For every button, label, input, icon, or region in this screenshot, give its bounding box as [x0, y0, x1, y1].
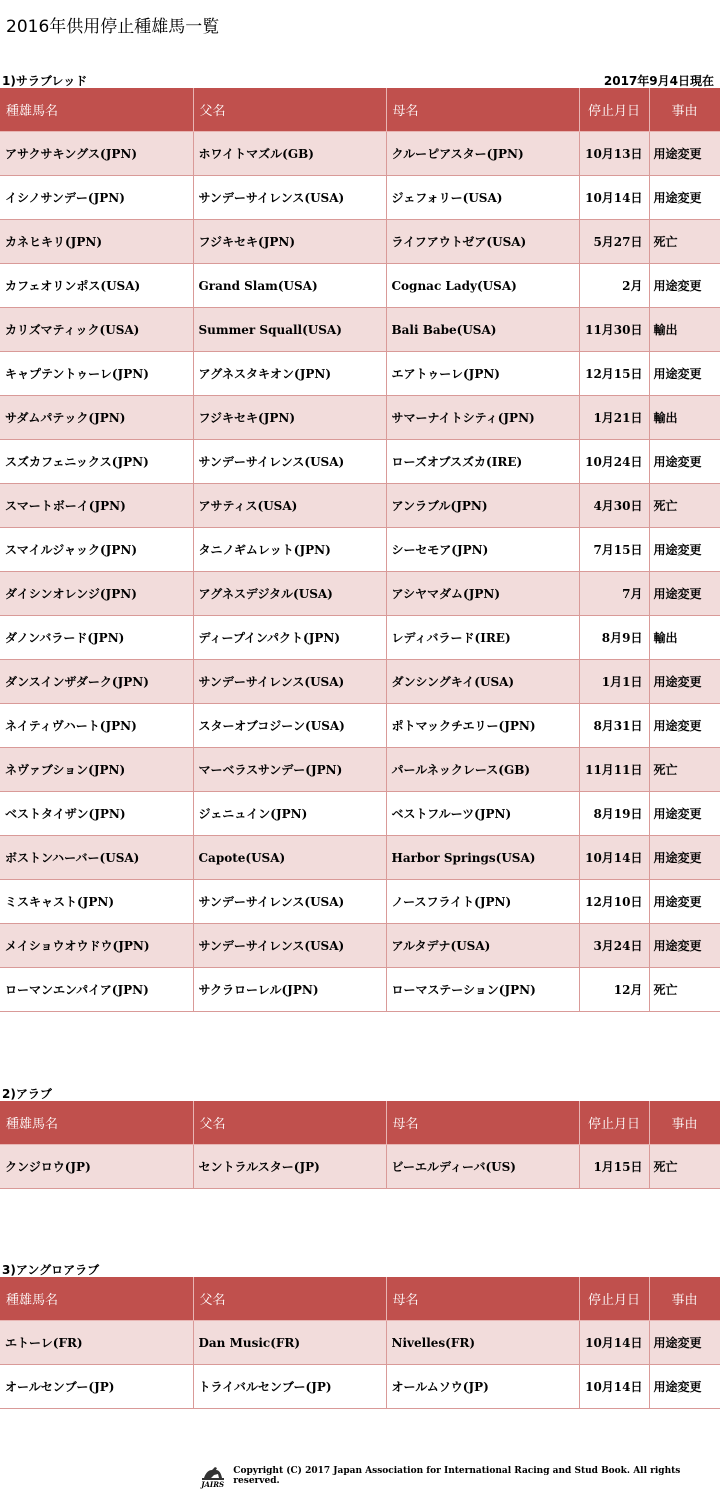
- cell-sire: ディープインパクト(JPN): [193, 616, 386, 660]
- cell-sire: マーベラスサンデー(JPN): [193, 748, 386, 792]
- cell-reason: 用途変更: [649, 880, 720, 924]
- cell-stallion: カフェオリンポス(USA): [0, 264, 193, 308]
- cell-stallion: イシノサンデー(JPN): [0, 176, 193, 220]
- cell-reason: 用途変更: [649, 1365, 720, 1409]
- horse-logo-icon: [202, 1464, 224, 1480]
- header-stallion: 種雄馬名: [0, 88, 193, 132]
- table-row: [0, 440, 720, 484]
- cell-sire: Capote(USA): [193, 836, 386, 880]
- cell-dam: ローマステーション(JPN): [386, 968, 579, 1012]
- cell-reason: 用途変更: [649, 792, 720, 836]
- cell-stallion: ローマンエンパイア(JPN): [0, 968, 193, 1012]
- cell-stallion: ミスキャスト(JPN): [0, 880, 193, 924]
- table-row: [0, 704, 720, 748]
- cell-dam: ビーエルディーバ(US): [386, 1145, 579, 1189]
- cell-stallion: スズカフェニックス(JPN): [0, 440, 193, 484]
- table-row: [0, 264, 720, 308]
- section-label-anglo-arab: 3)アングロアラブ: [2, 1263, 100, 1277]
- cell-reason: 輸出: [649, 616, 720, 660]
- cell-sire: ホワイトマズル(GB): [193, 132, 386, 176]
- cell-stop-date: 12月15日: [579, 352, 649, 396]
- cell-stop-date: 10月13日: [579, 132, 649, 176]
- cell-dam: ポトマックチエリー(JPN): [386, 704, 579, 748]
- cell-dam: Cognac Lady(USA): [386, 264, 579, 308]
- cell-stop-date: 2月: [579, 264, 649, 308]
- cell-sire: Summer Squall(USA): [193, 308, 386, 352]
- table-row: [0, 1321, 720, 1365]
- cell-stop-date: 12月: [579, 968, 649, 1012]
- cell-reason: 死亡: [649, 968, 720, 1012]
- cell-stallion: ボストンハーバー(USA): [0, 836, 193, 880]
- cell-stallion: サダムパテック(JPN): [0, 396, 193, 440]
- cell-dam: ジェフォリー(USA): [386, 176, 579, 220]
- cell-sire: サンデーサイレンス(USA): [193, 660, 386, 704]
- cell-sire: サンデーサイレンス(USA): [193, 924, 386, 968]
- header-dam: 母名: [386, 88, 579, 132]
- section-label-arab: 2)アラブ: [2, 1087, 52, 1101]
- header-stop-date: 停止月日: [579, 1277, 649, 1321]
- cell-stop-date: 3月24日: [579, 924, 649, 968]
- cell-stop-date: 8月19日: [579, 792, 649, 836]
- cell-sire: フジキセキ(JPN): [193, 396, 386, 440]
- table-row: [0, 748, 720, 792]
- cell-stop-date: 10月24日: [579, 440, 649, 484]
- table-row: [0, 308, 720, 352]
- cell-reason: 用途変更: [649, 836, 720, 880]
- cell-sire: アサティス(USA): [193, 484, 386, 528]
- cell-reason: 輸出: [649, 396, 720, 440]
- cell-dam: レディバラード(IRE): [386, 616, 579, 660]
- cell-stallion: クンジロウ(JP): [0, 1145, 193, 1189]
- cell-dam: アンラブル(JPN): [386, 484, 579, 528]
- table-anglo-arab: [0, 1277, 720, 1409]
- cell-sire: ジェニュイン(JPN): [193, 792, 386, 836]
- cell-reason: 用途変更: [649, 572, 720, 616]
- cell-stop-date: 10月14日: [579, 836, 649, 880]
- cell-stop-date: 10月14日: [579, 1365, 649, 1409]
- cell-stop-date: 7月15日: [579, 528, 649, 572]
- cell-sire: タニノギムレット(JPN): [193, 528, 386, 572]
- header-stallion: 種雄馬名: [0, 1277, 193, 1321]
- cell-sire: スターオブコジーン(USA): [193, 704, 386, 748]
- cell-stop-date: 1月15日: [579, 1145, 649, 1189]
- cell-dam: Nivelles(FR): [386, 1321, 579, 1365]
- cell-stallion: ネイティヴハート(JPN): [0, 704, 193, 748]
- cell-dam: エアトゥーレ(JPN): [386, 352, 579, 396]
- cell-sire: トライバルセンブー(JP): [193, 1365, 386, 1409]
- cell-dam: シーセモア(JPN): [386, 528, 579, 572]
- cell-stallion: キャプテントゥーレ(JPN): [0, 352, 193, 396]
- header-reason: 事由: [649, 1277, 720, 1321]
- table-row: [0, 616, 720, 660]
- table-row: [0, 220, 720, 264]
- cell-sire: サンデーサイレンス(USA): [193, 440, 386, 484]
- cell-sire: セントラルスター(JP): [193, 1145, 386, 1189]
- page-title: 2016年供用停止種雄馬一覧: [6, 17, 220, 37]
- cell-stallion: ベストタイザン(JPN): [0, 792, 193, 836]
- table-row: [0, 968, 720, 1012]
- cell-dam: Bali Babe(USA): [386, 308, 579, 352]
- cell-stallion: オールセンブー(JP): [0, 1365, 193, 1409]
- table-header-row: [0, 1277, 720, 1321]
- cell-stop-date: 8月9日: [579, 616, 649, 660]
- cell-reason: 死亡: [649, 220, 720, 264]
- header-stop-date: 停止月日: [579, 88, 649, 132]
- cell-stop-date: 12月10日: [579, 880, 649, 924]
- cell-dam: ローズオブスズカ(IRE): [386, 440, 579, 484]
- cell-reason: 用途変更: [649, 1321, 720, 1365]
- cell-stop-date: 1月1日: [579, 660, 649, 704]
- table-header-row: [0, 1101, 720, 1145]
- cell-stallion: メイショウオウドウ(JPN): [0, 924, 193, 968]
- cell-dam: アルタデナ(USA): [386, 924, 579, 968]
- header-reason: 事由: [649, 88, 720, 132]
- cell-stallion: スマイルジャック(JPN): [0, 528, 193, 572]
- cell-dam: アシヤマダム(JPN): [386, 572, 579, 616]
- cell-stallion: カリズマティック(USA): [0, 308, 193, 352]
- table-row: [0, 528, 720, 572]
- table-row: [0, 792, 720, 836]
- cell-dam: クルーピアスター(JPN): [386, 132, 579, 176]
- cell-reason: 死亡: [649, 484, 720, 528]
- section-label-thoroughbred: 1)サラブレッド: [2, 74, 88, 88]
- cell-dam: パールネックレース(GB): [386, 748, 579, 792]
- table-arab: [0, 1101, 720, 1189]
- header-sire: 父名: [193, 1277, 386, 1321]
- cell-stallion: ダイシンオレンジ(JPN): [0, 572, 193, 616]
- date-note: 2017年9月4日現在: [603, 74, 714, 88]
- header-reason: 事由: [649, 1101, 720, 1145]
- cell-stallion: アサクサキングス(JPN): [0, 132, 193, 176]
- jairs-logo: [198, 1463, 227, 1489]
- table-row: [0, 572, 720, 616]
- cell-stallion: カネヒキリ(JPN): [0, 220, 193, 264]
- cell-dam: オールムソウ(JP): [386, 1365, 579, 1409]
- cell-stop-date: 10月14日: [579, 1321, 649, 1365]
- cell-reason: 用途変更: [649, 264, 720, 308]
- table-row: [0, 1365, 720, 1409]
- cell-sire: サンデーサイレンス(USA): [193, 176, 386, 220]
- table-row: [0, 176, 720, 220]
- header-sire: 父名: [193, 1101, 386, 1145]
- table-header-row: [0, 88, 720, 132]
- cell-stop-date: 11月11日: [579, 748, 649, 792]
- cell-sire: サンデーサイレンス(USA): [193, 880, 386, 924]
- table-row: [0, 396, 720, 440]
- cell-sire: フジキセキ(JPN): [193, 220, 386, 264]
- header-sire: 父名: [193, 88, 386, 132]
- cell-reason: 用途変更: [649, 704, 720, 748]
- cell-stallion: ダンスインザダーク(JPN): [0, 660, 193, 704]
- cell-reason: 死亡: [649, 748, 720, 792]
- table-row: [0, 880, 720, 924]
- cell-stop-date: 10月14日: [579, 176, 649, 220]
- table-thoroughbred: [0, 88, 720, 1012]
- cell-reason: 用途変更: [649, 440, 720, 484]
- cell-stop-date: 7月: [579, 572, 649, 616]
- cell-stop-date: 8月31日: [579, 704, 649, 748]
- cell-sire: Grand Slam(USA): [193, 264, 386, 308]
- cell-reason: 用途変更: [649, 352, 720, 396]
- header-stop-date: 停止月日: [579, 1101, 649, 1145]
- table-row: [0, 484, 720, 528]
- cell-stop-date: 5月27日: [579, 220, 649, 264]
- cell-stop-date: 11月30日: [579, 308, 649, 352]
- cell-stallion: エトーレ(FR): [0, 1321, 193, 1365]
- cell-reason: 用途変更: [649, 660, 720, 704]
- cell-dam: ダンシングキイ(USA): [386, 660, 579, 704]
- table-row: [0, 1145, 720, 1189]
- cell-sire: サクラローレル(JPN): [193, 968, 386, 1012]
- cell-sire: アグネスタキオン(JPN): [193, 352, 386, 396]
- table-row: [0, 660, 720, 704]
- footer: [198, 1462, 718, 1490]
- cell-reason: 輸出: [649, 308, 720, 352]
- cell-dam: サマーナイトシティ(JPN): [386, 396, 579, 440]
- header-dam: 母名: [386, 1101, 579, 1145]
- cell-reason: 用途変更: [649, 924, 720, 968]
- cell-dam: Harbor Springs(USA): [386, 836, 579, 880]
- cell-stallion: スマートボーイ(JPN): [0, 484, 193, 528]
- cell-reason: 用途変更: [649, 132, 720, 176]
- header-dam: 母名: [386, 1277, 579, 1321]
- table-row: [0, 836, 720, 880]
- copyright-text: Copyright (C) 2017 Japan Association for International Racing and Stud Book. All rights reserved.: [233, 1466, 681, 1486]
- cell-dam: ライフアウトゼア(USA): [386, 220, 579, 264]
- cell-stallion: ダノンバラード(JPN): [0, 616, 193, 660]
- cell-dam: ノースフライト(JPN): [386, 880, 579, 924]
- header-stallion: 種雄馬名: [0, 1101, 193, 1145]
- table-row: [0, 924, 720, 968]
- table-row: [0, 352, 720, 396]
- cell-reason: 用途変更: [649, 528, 720, 572]
- cell-reason: 用途変更: [649, 176, 720, 220]
- table-row: [0, 132, 720, 176]
- cell-stop-date: 1月21日: [579, 396, 649, 440]
- cell-dam: ベストフルーツ(JPN): [386, 792, 579, 836]
- cell-sire: アグネスデジタル(USA): [193, 572, 386, 616]
- cell-sire: Dan Music(FR): [193, 1321, 386, 1365]
- cell-stallion: ネヴァブション(JPN): [0, 748, 193, 792]
- cell-stop-date: 4月30日: [579, 484, 649, 528]
- cell-reason: 死亡: [649, 1145, 720, 1189]
- logo-text: JAIRS: [201, 1480, 225, 1489]
